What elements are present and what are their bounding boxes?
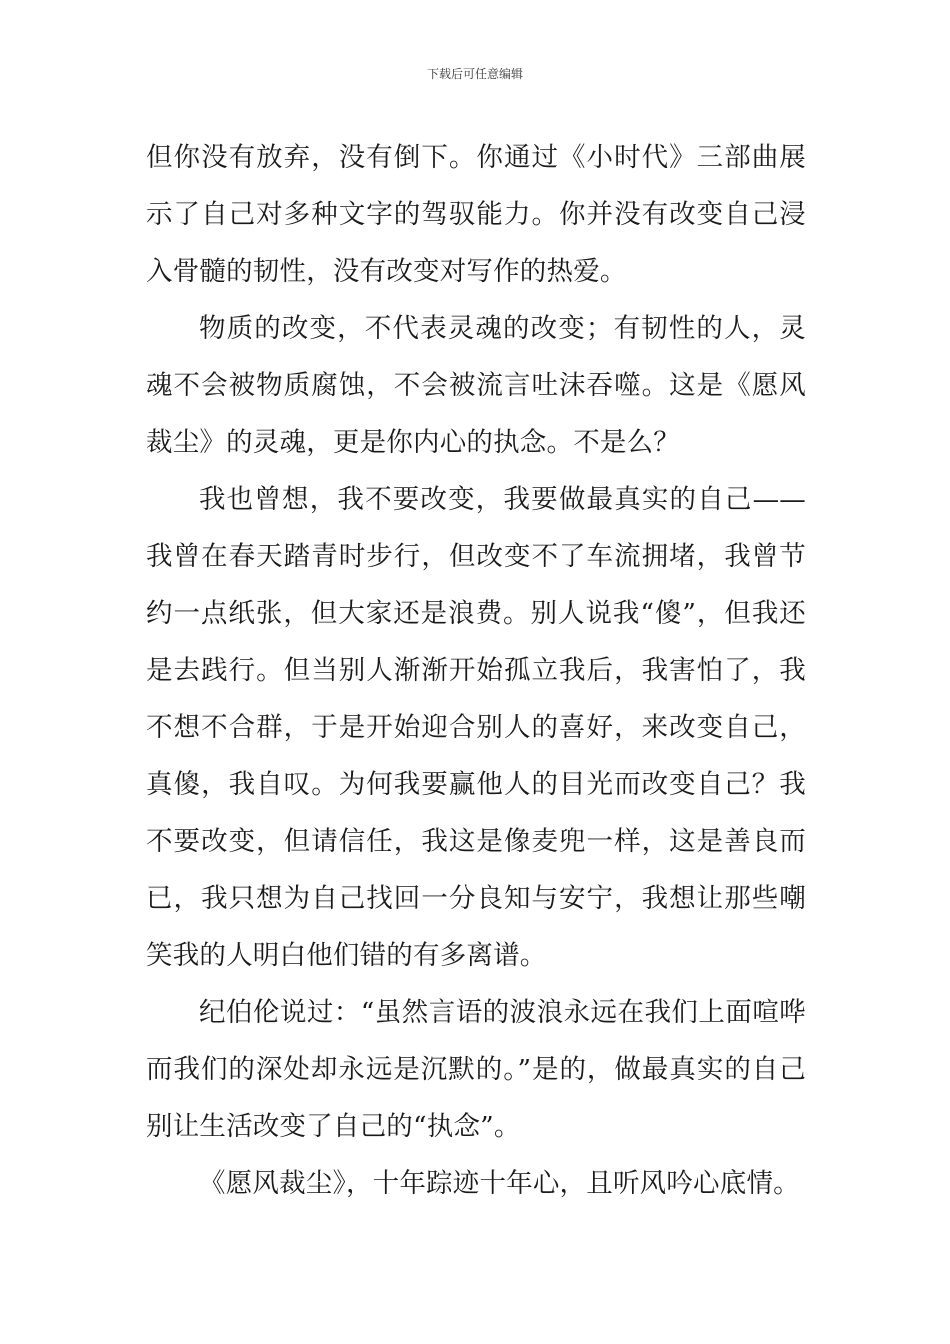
paragraph-3: 我也曾想，我不要改变，我要做最真实的自己——我曾在春天踏青时步行，但改变不了车流拥堵，我曾节约一点纸张，但大家还是浪费。别人说我“傻”，但我还是去践行。但当别人渐渐开始孤立我后，我害怕了，我不想不合群，于是开始迎合别人的喜好，来改变自己，真傻，我自叹。为何我要赢他人的目光而改变自己？我不要改变，但请信任，我这是像麦兜一样，这是善良而已，我只想为自己找回一分良知与安宁，我想让那些嘲笑我的人明白他们错的有多离谱。: [146, 484, 806, 971]
paragraph-2: 物质的改变，不代表灵魂的改变；有韧性的人，灵魂不会被物质腐蚀，不会被流言吐沫吞噬。这是《愿风裁尘》的灵魂，更是你内心的执念。不是么？: [146, 313, 806, 458]
page-header: 下载后可任意编辑: [426, 67, 523, 81]
paragraph-4: 纪伯伦说过：“虽然言语的波浪永远在我们上面喧哗而我们的深处却永远是沉默的。”是的，做最真实的自己别让生活改变了自己的“执念”。: [146, 997, 806, 1142]
paragraph-5: 《愿风裁尘》，十年踪迹十年心，且听风吟心底情。: [199, 1168, 800, 1199]
article-body: [146, 129, 806, 1212]
paragraph-1: 但你没有放弃，没有倒下。你通过《小时代》三部曲展示了自己对多种文字的驾驭能力。你并没有改变自己浸入骨髓的韧性，没有改变对写作的热爱。: [146, 142, 806, 287]
